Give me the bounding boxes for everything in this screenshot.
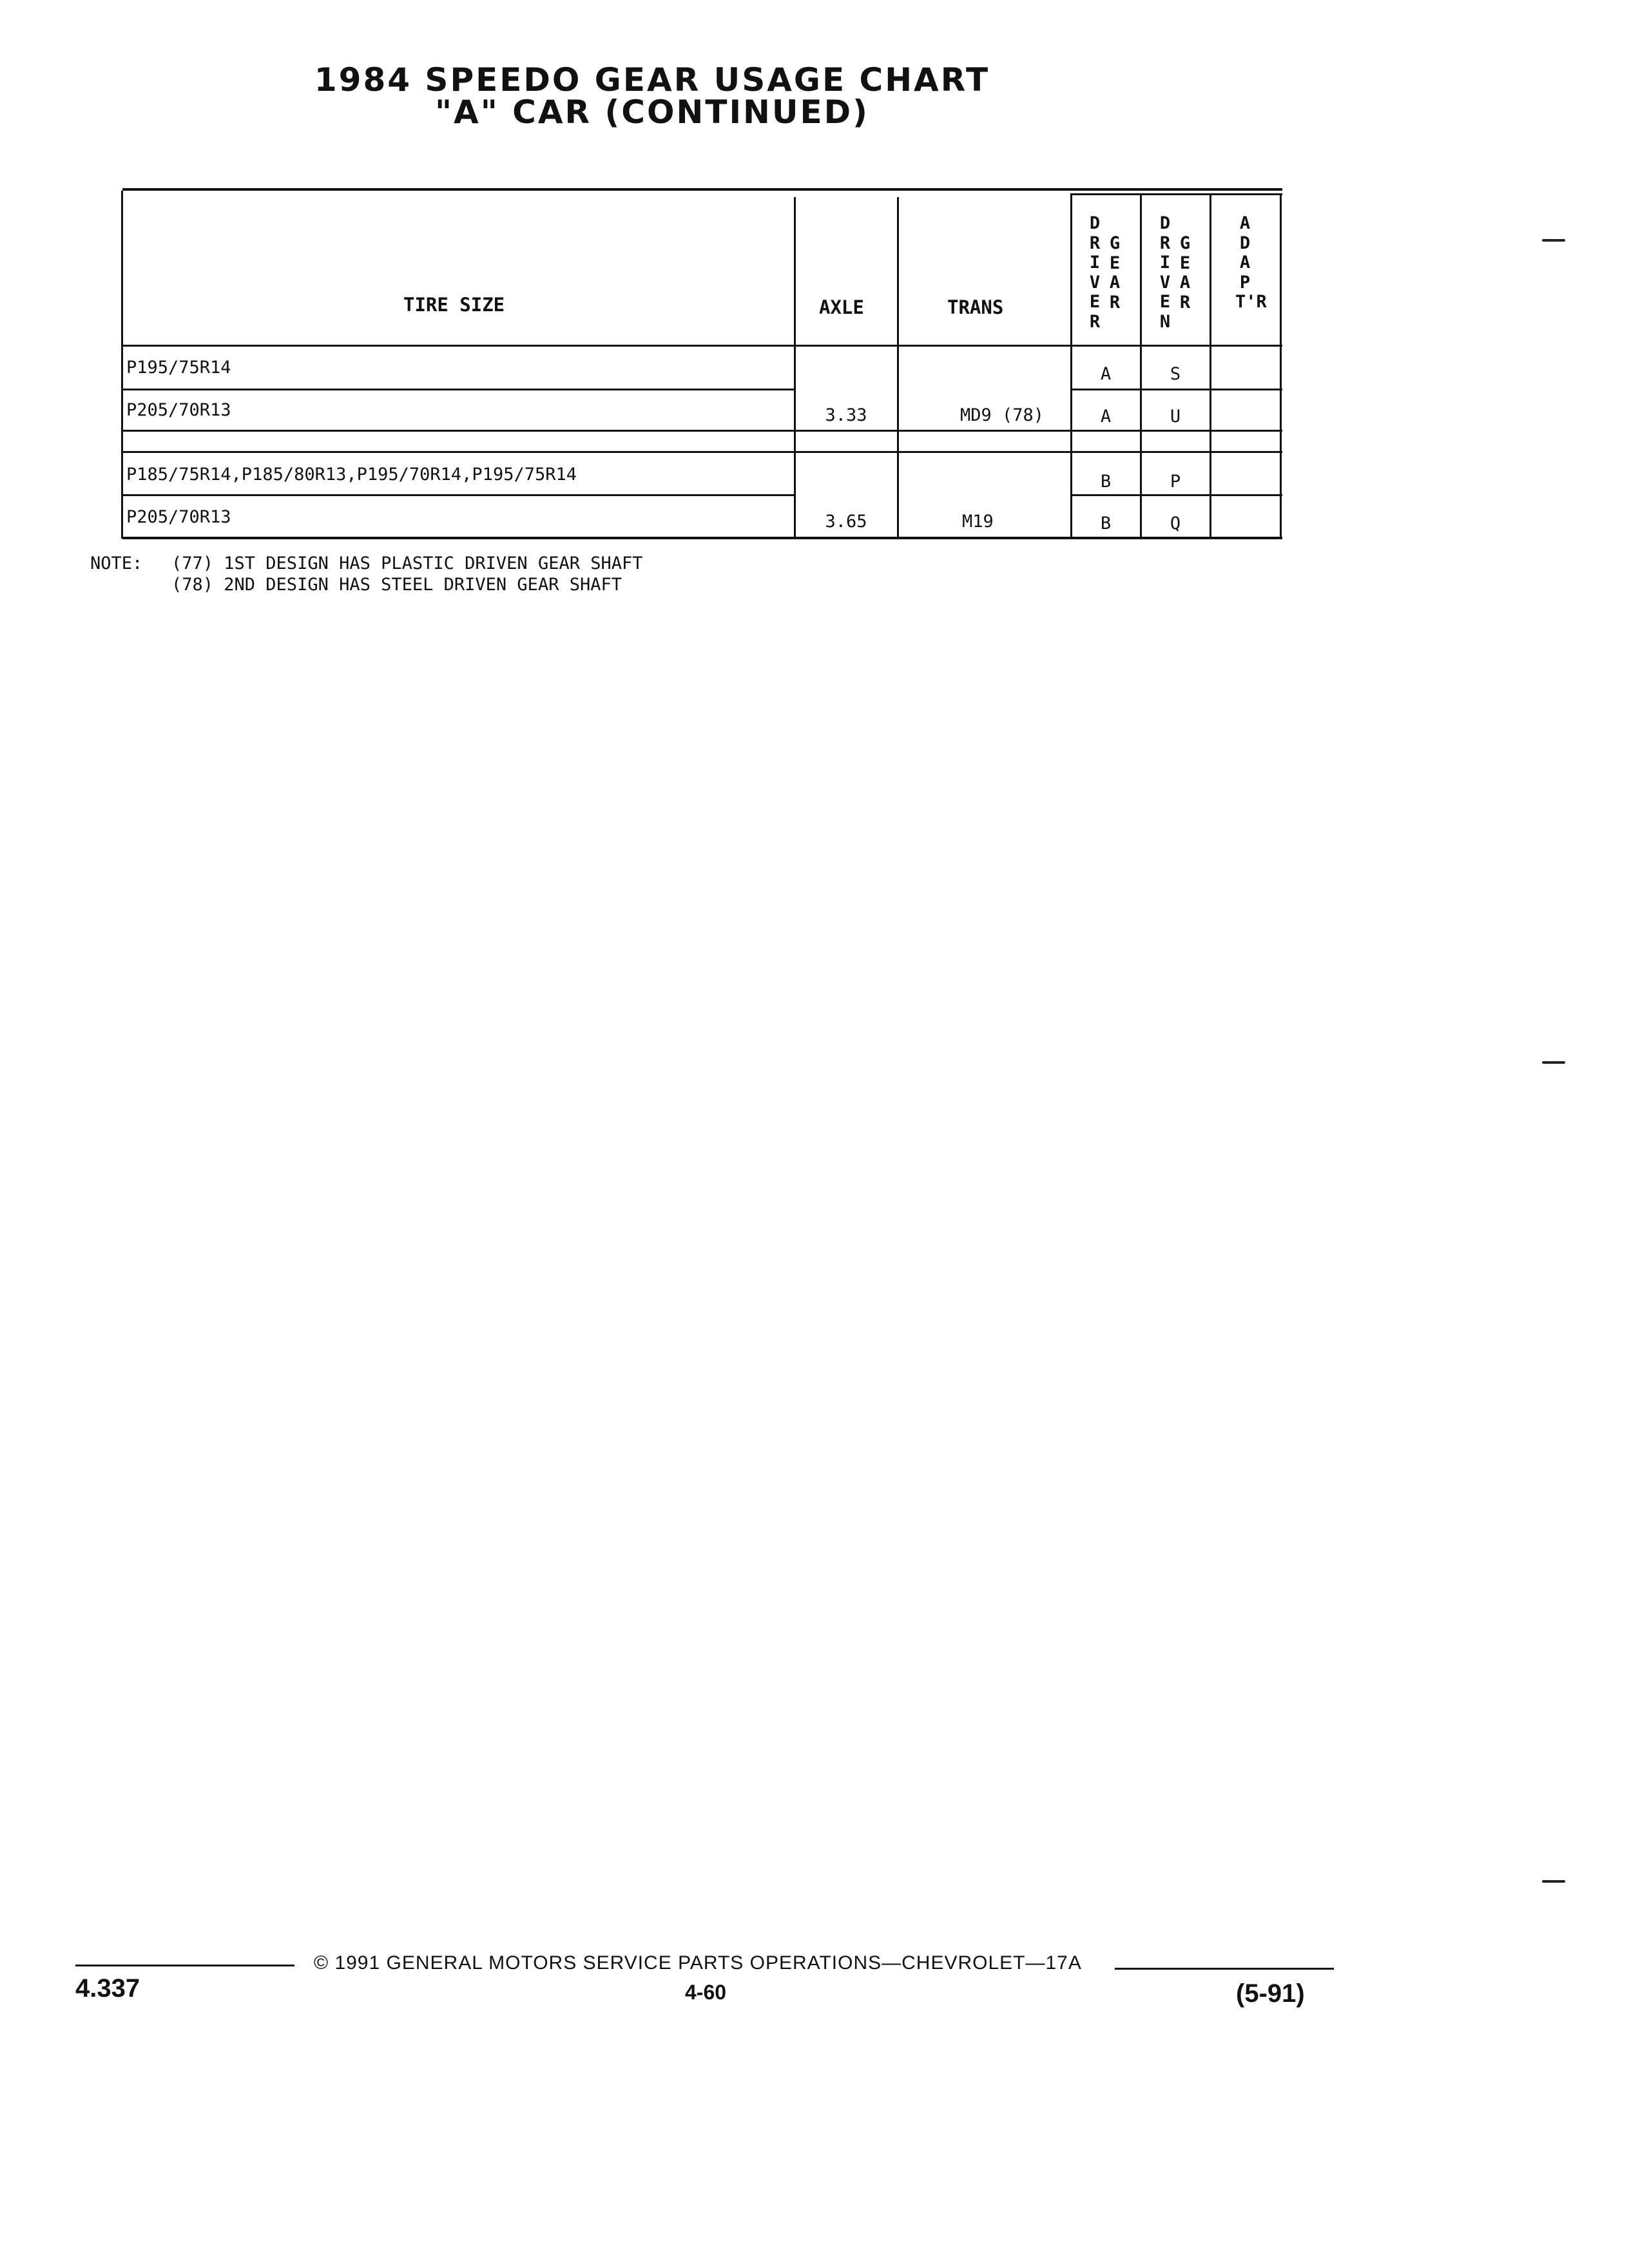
- col-rule-axle: [794, 197, 796, 539]
- header-driven-gear-word1: DRIVEN: [1159, 213, 1171, 332]
- margin-mark: [1542, 1061, 1565, 1064]
- header-bottom-rule: [122, 345, 1282, 347]
- footer-section-number: 4.337: [75, 1974, 140, 2003]
- row-rule-2-left: [122, 494, 795, 496]
- col-rule-adapter: [1210, 193, 1211, 539]
- margin-mark: [1542, 1880, 1565, 1883]
- header-tire-size: TIRE SIZE: [403, 294, 505, 316]
- margin-mark: [1542, 239, 1565, 242]
- tire-size-cell: P185/75R14,P185/80R13,P195/70R14,P195/75R14: [126, 465, 577, 485]
- trans-cell: M19: [962, 512, 994, 532]
- note-label: NOTE:: [90, 553, 143, 573]
- drive-gear-cell: B: [1100, 472, 1112, 492]
- driven-gear-cell: U: [1170, 407, 1181, 427]
- note-line: (78) 2ND DESIGN HAS STEEL DRIVEN GEAR SHAFT: [171, 575, 622, 595]
- footer-rule-left: [75, 1965, 294, 1966]
- col-rule-trans: [897, 197, 899, 539]
- header-driven-gear-word2: GEAR: [1179, 233, 1191, 312]
- footer-copyright: © 1991 GENERAL MOTORS SERVICE PARTS OPERATIONS—CHEVROLET—17A: [314, 1952, 1082, 1974]
- header-axle: AXLE: [819, 296, 864, 318]
- driven-gear-cell: S: [1170, 364, 1181, 384]
- footer-page-number: 4-60: [685, 1981, 727, 2004]
- group-rule-2: [122, 451, 1282, 453]
- tire-size-cell: P205/70R13: [126, 507, 231, 527]
- table-top-rule: [122, 188, 1282, 191]
- row-rule-1-right: [1072, 389, 1282, 390]
- drive-gear-cell: A: [1100, 407, 1112, 427]
- table-top-rule-right: [1072, 193, 1282, 195]
- table-bottom-rule: [122, 537, 1282, 539]
- drive-gear-cell: A: [1100, 364, 1112, 384]
- row-rule-1-left: [122, 389, 795, 390]
- driven-gear-cell: P: [1170, 472, 1181, 492]
- footer-revision-date: (5-91): [1236, 1979, 1305, 2008]
- header-drive-gear-word1: DRIVER: [1089, 213, 1101, 332]
- page-title: 1984 SPEEDO GEAR USAGE CHART: [314, 61, 990, 99]
- group-rule-1: [122, 430, 1282, 432]
- header-drive-gear-word2: GEAR: [1109, 233, 1121, 312]
- tire-size-cell: P205/70R13: [126, 400, 231, 420]
- tire-size-cell: P195/75R14: [126, 358, 231, 378]
- row-rule-2-right: [1072, 494, 1282, 496]
- driven-gear-cell: Q: [1170, 514, 1181, 533]
- col-rule-left: [121, 191, 123, 539]
- header-adapter: ADAPT'R: [1235, 213, 1267, 312]
- page-subtitle: "A" CAR (CONTINUED): [434, 93, 870, 131]
- note-line: (77) 1ST DESIGN HAS PLASTIC DRIVEN GEAR SHAFT: [171, 553, 643, 573]
- speedo-gear-table: [0, 0, 1629, 580]
- trans-cell: MD9 (78): [960, 405, 1045, 425]
- footer-rule-right: [1115, 1968, 1334, 1970]
- col-rule-right: [1280, 193, 1282, 539]
- header-trans: TRANS: [947, 296, 1004, 318]
- axle-ratio-cell: 3.65: [825, 512, 867, 532]
- axle-ratio-cell: 3.33: [825, 405, 867, 425]
- drive-gear-cell: B: [1100, 514, 1112, 533]
